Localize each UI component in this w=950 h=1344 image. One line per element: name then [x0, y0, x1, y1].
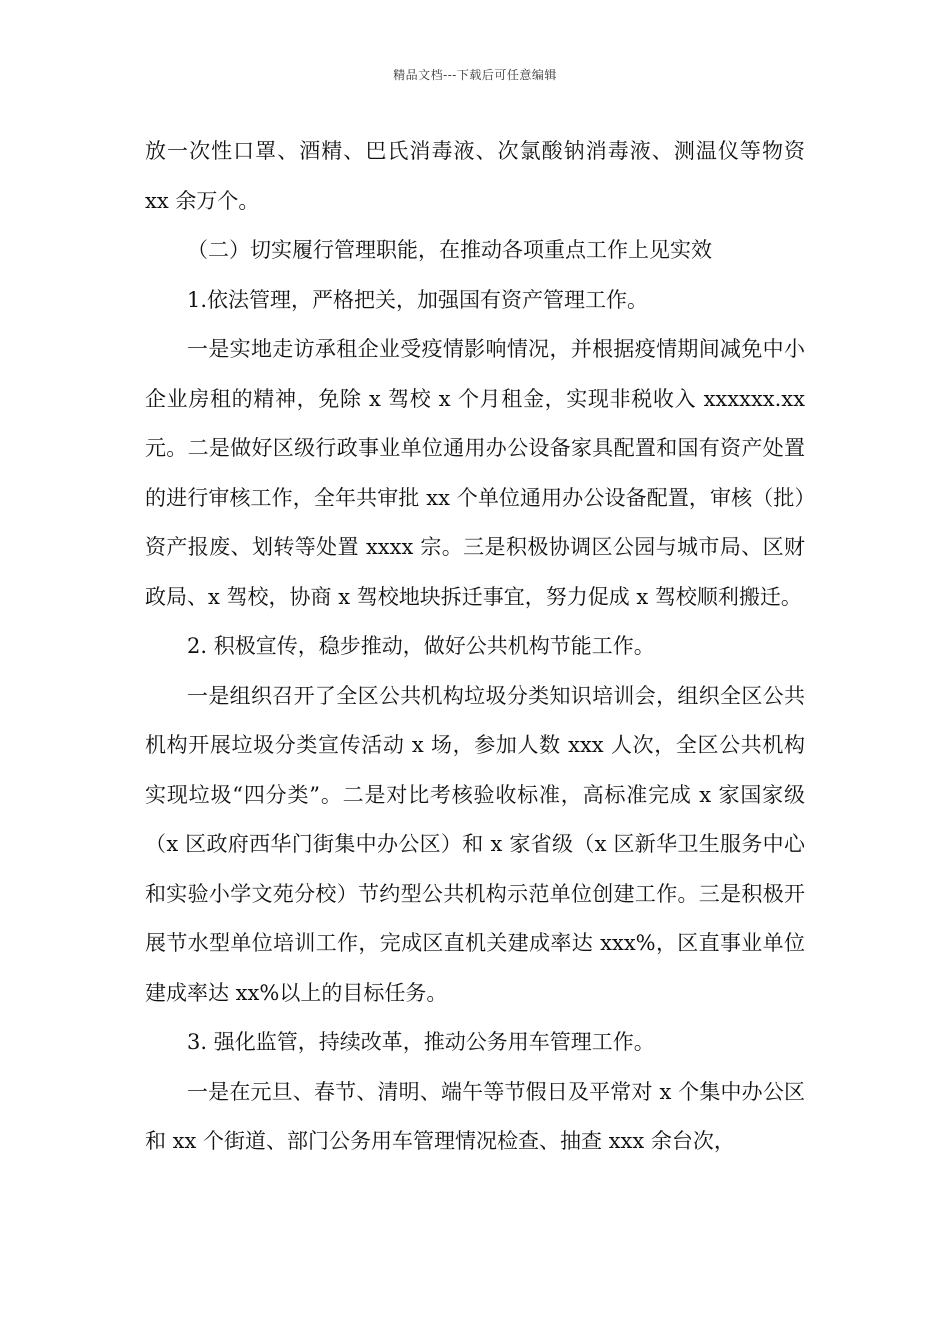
paragraph-vehicle-management: 一是在元旦、春节、清明、端午等节假日及平常对 x 个集中办公区和 xx 个街道、部门公务用车管理情况检查、抽查 xxx 余台次，	[145, 1079, 805, 1153]
subheading-vehicle-management: 3. 强化监管，持续改革，推动公务用车管理工作。	[187, 1030, 655, 1054]
paragraph-energy-saving: 一是组织召开了全区公共机构垃圾分类知识培训会，组织全区公共机构开展垃圾分类宣传活动 x 场，参加人数 xxx 人次，全区公共机构实现垃圾“四分类”。二是对比考核验收标准，高标准完成 x 家国家级（x 区政府西华门街集中办公区）和 x 家省级（x 区新华卫生服务中心和实验小学文苑分校）节约型公共机构示范单位创建工作。三是积极开展节水型单位培训工作，完成区直机关建成率达 xxx%，区直事业单位建成率达 xx%以上的目标任务。	[145, 683, 805, 1005]
subheading-asset-management: 1.依法管理，严格把关，加强国有资产管理工作。	[187, 287, 649, 312]
subheading-energy-saving: 2. 积极宣传，稳步推动，做好公共机构节能工作。	[187, 634, 655, 658]
paragraph-continuation: 放一次性口罩、酒精、巴氏消毒液、次氯酸钠消毒液、测温仪等物资 xx 余万个。	[145, 139, 805, 213]
document-body	[145, 127, 805, 1167]
section-heading: （二）切实履行管理职能，在推动各项重点工作上见实效	[187, 238, 712, 262]
paragraph-asset-management: 一是实地走访承租企业受疫情影响情况，并根据疫情期间减免中小企业房租的精神，免除 x 驾校 x 个月租金，实现非税收入 xxxxxx.xx 元。二是做好区级行政事业单位通用办公设备家具配置和国有资产处置的进行审核工作，全年共审批 xx 个单位通用办公设备配置，审核（批）资产报废、划转等处置 xxxx 宗。三是积极协调区公园与城市局、区财政局、x 驾校，协商 x 驾校地块拆迁事宜，努力促成 x 驾校顺利搬迁。	[145, 337, 805, 609]
page-header: 精品文档---下载后可任意编辑	[393, 68, 557, 82]
